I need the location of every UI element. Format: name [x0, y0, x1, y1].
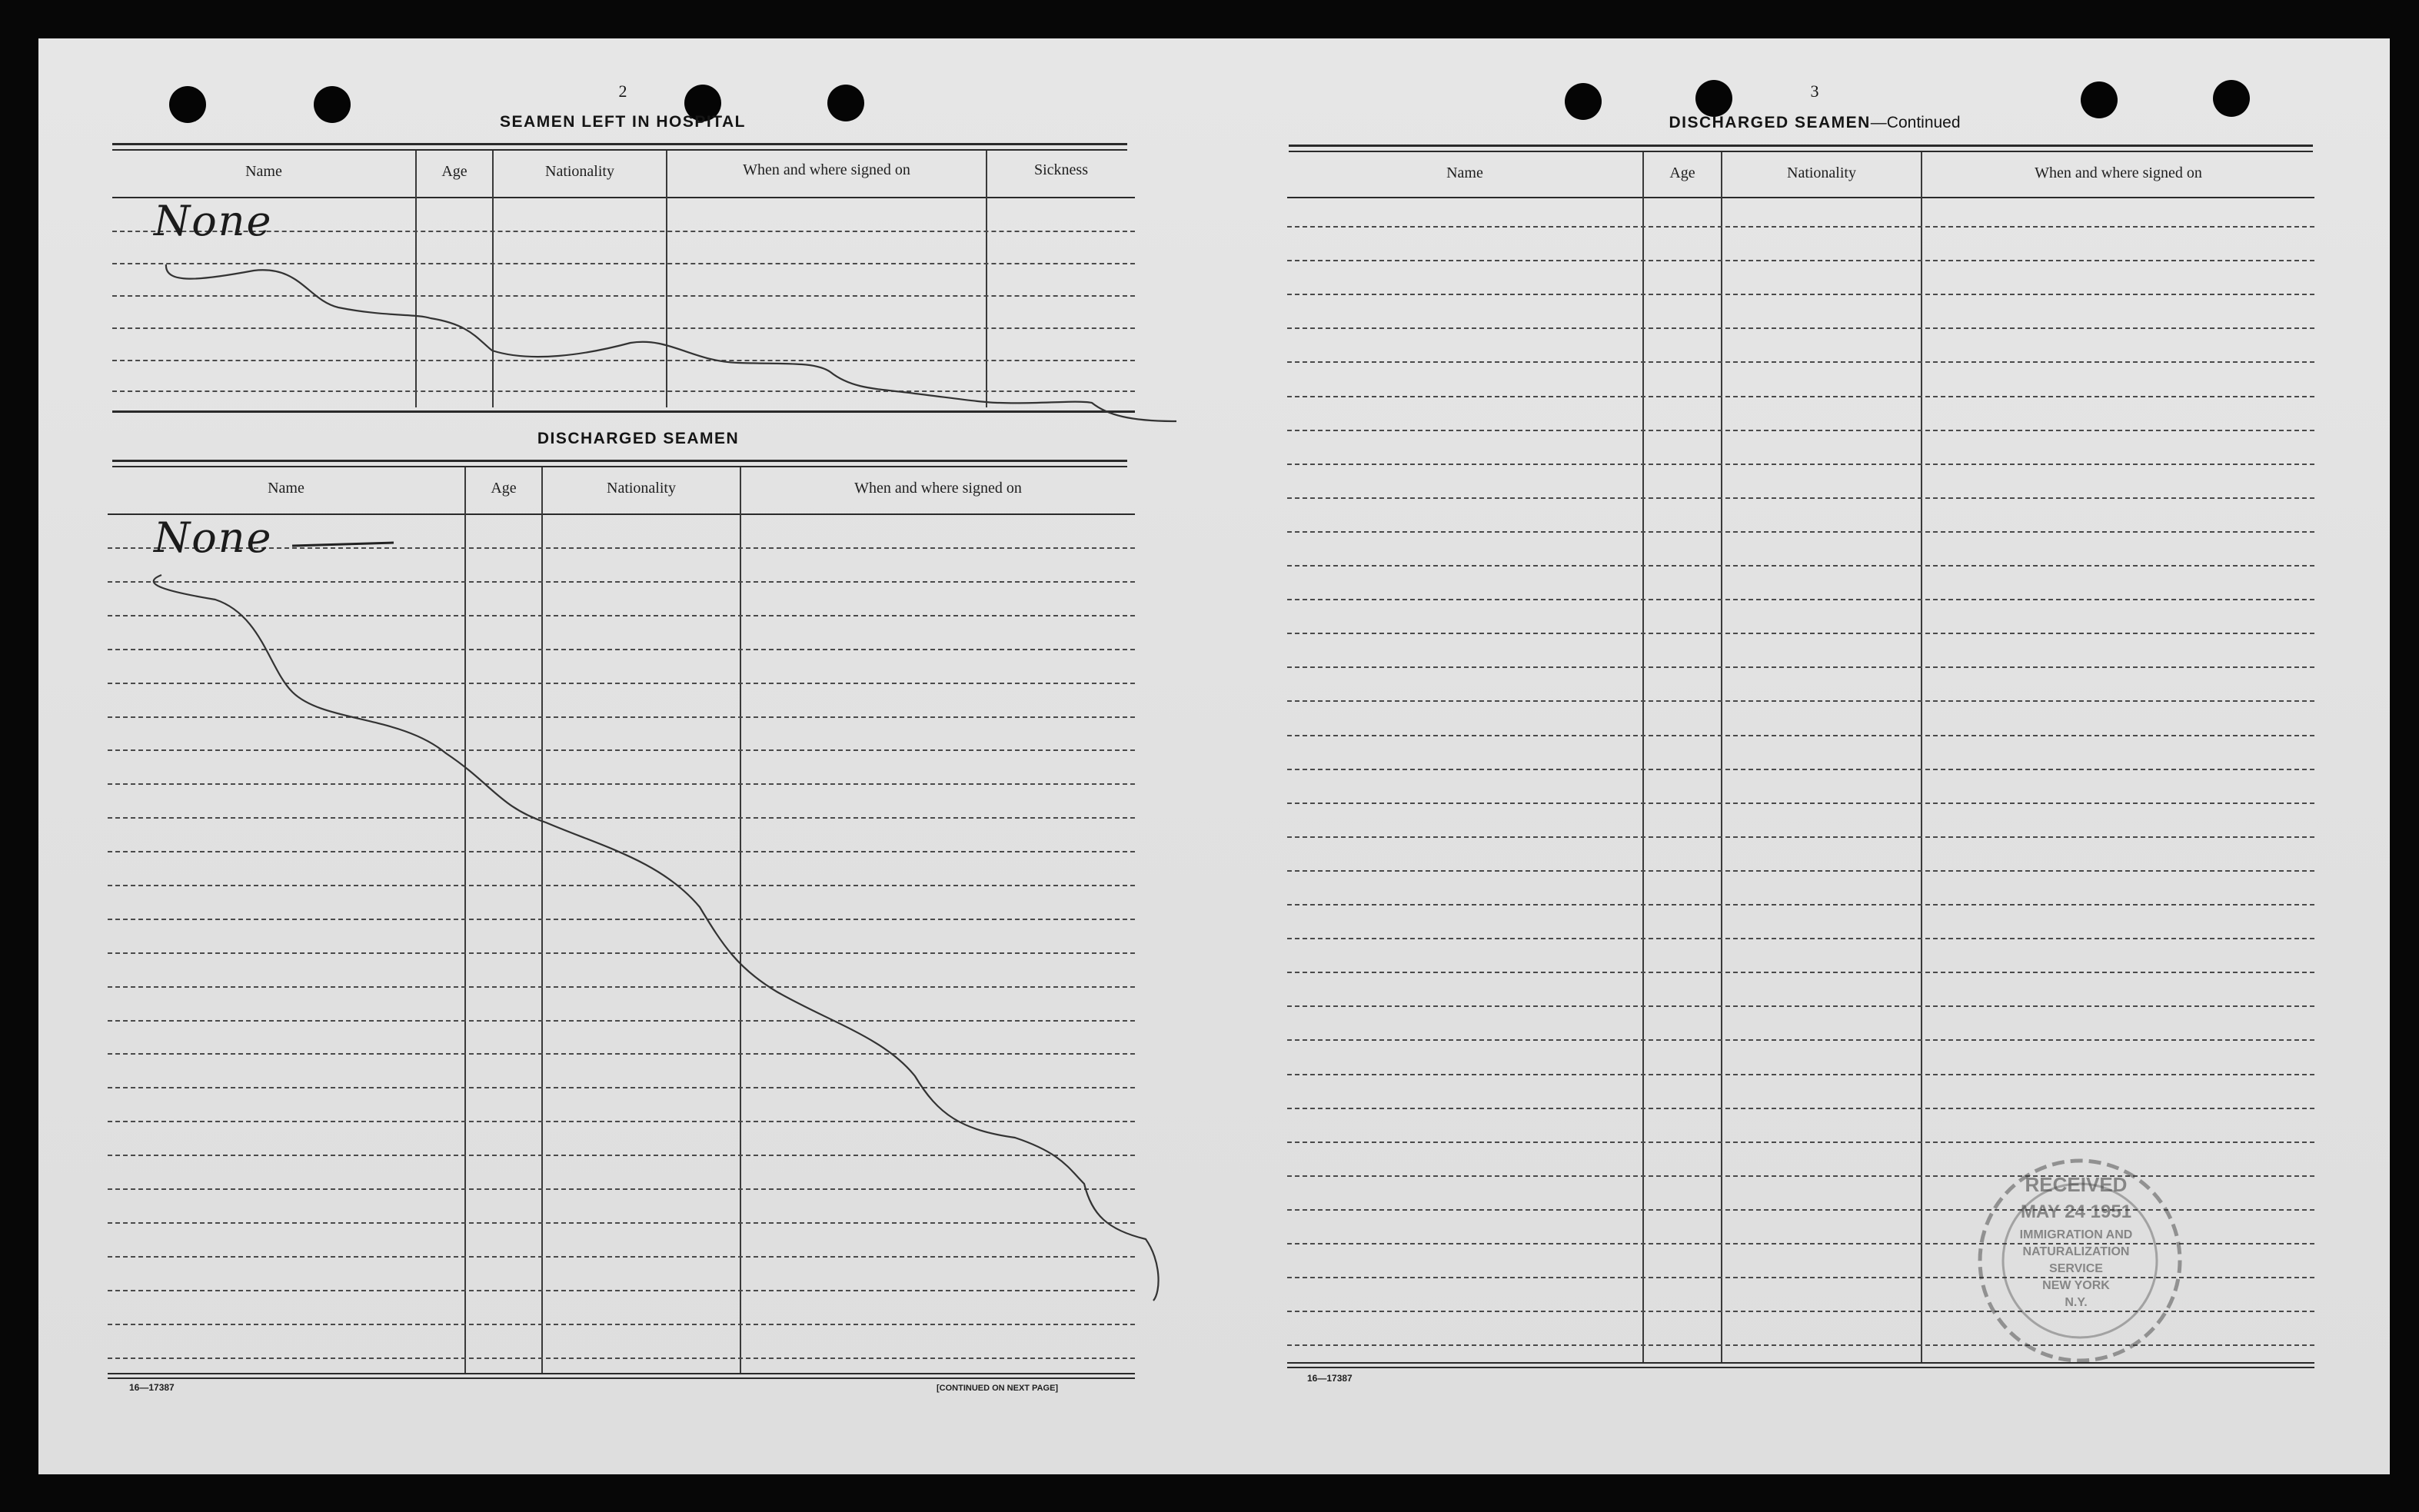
ruled-line	[1287, 226, 2314, 228]
ruled-line	[1287, 904, 2314, 906]
continued-note: [CONTINUED ON NEXT PAGE]	[937, 1384, 1059, 1393]
ruled-line	[1287, 565, 2314, 567]
discharged-table-left	[108, 467, 1135, 1374]
ruled-line	[108, 952, 1135, 954]
table-bottom-rule	[108, 1377, 1135, 1379]
ruled-line	[1287, 836, 2314, 838]
ruled-line	[1287, 497, 2314, 499]
ruled-line	[1287, 327, 2314, 329]
stamp-text	[1999, 1173, 2153, 1311]
hospital-section-title: SEAMEN LEFT IN HOSPITAL	[500, 113, 746, 131]
form-number-left: 16—17387	[129, 1382, 175, 1393]
ruled-line	[1287, 1039, 2314, 1041]
column-divider	[492, 151, 494, 407]
ruled-line	[108, 649, 1135, 650]
ruled-line	[1287, 735, 2314, 736]
ruled-line	[108, 851, 1135, 852]
table-bottom-rule	[112, 410, 1135, 413]
header-when-where: When and where signed on	[854, 480, 1022, 497]
divider	[112, 143, 1127, 145]
title-main: DISCHARGED SEAMEN	[1669, 114, 1871, 131]
ruled-line	[108, 1290, 1135, 1291]
column-divider	[1642, 152, 1644, 1362]
ruled-line	[1287, 396, 2314, 397]
ruled-line	[1287, 666, 2314, 668]
ruled-line	[108, 783, 1135, 785]
punch-hole	[2081, 81, 2118, 118]
ruled-line	[1287, 1108, 2314, 1109]
stamp-line5: SERVICE	[2049, 1262, 2103, 1275]
ruled-line	[108, 749, 1135, 751]
column-divider	[541, 467, 543, 1373]
ruled-line	[112, 390, 1135, 392]
punch-hole	[169, 86, 206, 123]
column-divider	[1721, 152, 1722, 1362]
discharged-continued-title	[1599, 114, 2030, 132]
column-divider	[415, 151, 417, 407]
ruled-line	[1287, 430, 2314, 431]
handwritten-none: None	[154, 513, 273, 562]
ruled-line	[112, 327, 1135, 329]
ruled-line	[1287, 361, 2314, 363]
ruled-line	[108, 615, 1135, 616]
title-suffix: —Continued	[1870, 114, 1961, 131]
stamp-received: RECEIVED	[2025, 1173, 2128, 1196]
ruled-line	[108, 1155, 1135, 1156]
column-divider	[464, 467, 466, 1373]
ruled-line	[108, 683, 1135, 684]
handwritten-none: None	[154, 197, 273, 245]
ruled-line	[1287, 531, 2314, 533]
ruled-line	[1287, 1074, 2314, 1075]
ruled-line	[108, 581, 1135, 583]
header-name: Name	[268, 480, 304, 497]
column-divider	[666, 151, 667, 407]
ruled-line	[108, 919, 1135, 920]
ruled-line	[1287, 464, 2314, 465]
column-divider	[1921, 152, 1922, 1362]
ruled-line	[1287, 1005, 2314, 1007]
ruled-line	[108, 986, 1135, 988]
column-divider	[986, 151, 987, 407]
stamp-date: MAY 24 1951	[2020, 1201, 2132, 1222]
stamp-line3: IMMIGRATION AND	[2019, 1228, 2133, 1241]
page-number-left: 2	[618, 81, 627, 101]
ruled-line	[1287, 294, 2314, 295]
punch-hole	[827, 85, 864, 121]
ruled-line	[1287, 938, 2314, 939]
ruled-line	[108, 1324, 1135, 1325]
ruled-line	[112, 295, 1135, 297]
form-number-right: 16—17387	[1307, 1373, 1353, 1384]
stamp-line7: N.Y.	[2065, 1296, 2088, 1309]
divider	[1289, 145, 2313, 147]
punch-hole	[314, 86, 351, 123]
ruled-line	[108, 716, 1135, 718]
ruled-line	[108, 817, 1135, 819]
ruled-line	[108, 885, 1135, 886]
hospital-table	[112, 151, 1135, 412]
header-nationality: Nationality	[545, 163, 614, 180]
ruled-line	[112, 263, 1135, 264]
ruled-line	[108, 1256, 1135, 1258]
ruled-line	[108, 1020, 1135, 1022]
header-age: Age	[441, 163, 467, 180]
ruled-line	[108, 1188, 1135, 1190]
stamp-line6: NEW YORK	[2042, 1279, 2110, 1292]
ruled-line	[108, 1357, 1135, 1359]
ruled-line	[1287, 599, 2314, 600]
divider	[112, 460, 1127, 462]
header-age: Age	[1669, 164, 1695, 181]
ruled-line	[1287, 700, 2314, 702]
header-nationality: Nationality	[607, 480, 676, 497]
table-bottom-rule	[108, 1373, 1135, 1374]
header-when-where: When and where signed on	[743, 161, 910, 178]
page-number-right: 3	[1810, 81, 1819, 101]
header-nationality: Nationality	[1787, 164, 1856, 181]
column-divider	[740, 467, 741, 1373]
ruled-line	[1287, 260, 2314, 261]
ruled-line	[1287, 803, 2314, 804]
header-when-where: When and where signed on	[2035, 164, 2202, 181]
ruled-line	[108, 1053, 1135, 1055]
ruled-line	[108, 1121, 1135, 1122]
header-name: Name	[245, 163, 282, 180]
ruled-line	[108, 1222, 1135, 1224]
header-age: Age	[491, 480, 517, 497]
header-name: Name	[1446, 164, 1483, 181]
ruled-line	[1287, 972, 2314, 973]
stamp-line4: NATURALIZATION	[2022, 1245, 2130, 1258]
ruled-line	[1287, 633, 2314, 634]
punch-hole	[2213, 80, 2250, 117]
header-underline	[1287, 197, 2314, 198]
header-sickness: Sickness	[1034, 161, 1088, 178]
punch-hole	[1565, 83, 1602, 120]
ruled-line	[1287, 769, 2314, 770]
ruled-line	[108, 1087, 1135, 1088]
ruled-line	[112, 360, 1135, 361]
ruled-line	[1287, 870, 2314, 872]
punch-hole	[1695, 80, 1732, 117]
discharged-section-title: DISCHARGED SEAMEN	[537, 430, 740, 447]
